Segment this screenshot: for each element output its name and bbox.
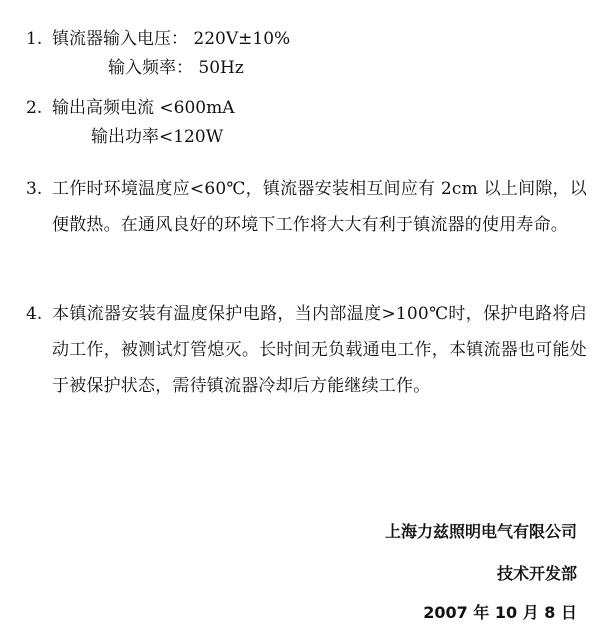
document-date: 2007 年 10 月 8 日 — [423, 603, 577, 622]
item-1-number: 1. — [26, 29, 43, 49]
department-name: 技术开发部 — [496, 564, 577, 583]
item-1-line-1: 镇流器输入电压： 220V±10% — [52, 29, 291, 49]
item-4-number: 4. — [26, 304, 43, 324]
company-name: 上海力兹照明电气有限公司 — [384, 522, 577, 541]
item-3-number: 3. — [26, 179, 43, 199]
item-2-number: 2. — [26, 98, 43, 118]
item-1-line-2: 输入频率： 50Hz — [108, 58, 244, 78]
item-3-text: 工作时环境温度应<60℃，镇流器安装相互间应有 2cm 以上间隙，以便散热。在通风良好的环境下工作将大大有利于镇流器的使用寿命。 — [52, 179, 587, 235]
item-2-line-2: 输出功率<120W — [91, 127, 224, 147]
item-2-line-1: 输出高频电流 <600mA — [52, 98, 235, 118]
item-4-text: 本镇流器安装有温度保护电路，当内部温度>100℃时，保护电路将启动工作，被测试灯管熄灭。长时间无负载通电工作，本镇流器也可能处于被保护状态，需待镇流器冷却后方能继续工作。 — [52, 304, 587, 396]
